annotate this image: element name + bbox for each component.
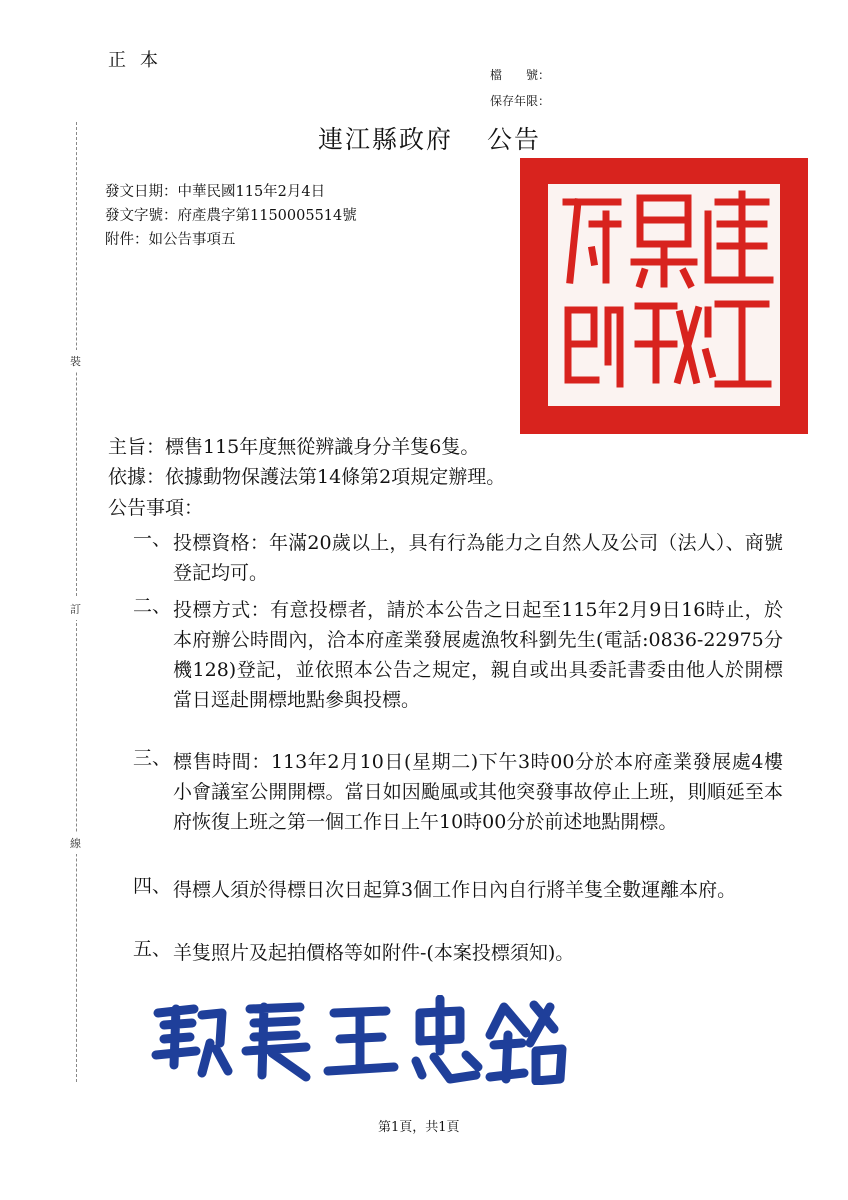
official-seal-inner: [548, 184, 780, 406]
basis-line: 依據：依據動物保護法第14條第2項規定辦理。: [108, 466, 506, 488]
binding-mark-bottom: 線: [70, 832, 81, 854]
magistrate-signature: [150, 995, 570, 1085]
notice-items-label: 公告事項：: [108, 497, 204, 519]
notice-item-text: 羊隻照片及起拍價格等如附件-(本案投標須知)。: [173, 942, 575, 964]
page-footer: 第1頁，共1頁: [378, 1120, 460, 1135]
copy-mark: 正本: [108, 50, 172, 71]
notice-item-text: 投標資格：年滿20歲以上，具有行為能力之自然人及公司（法人）、商號登記均可。: [173, 532, 783, 584]
agency-name: 連江縣政府: [318, 125, 454, 154]
issue-date: 發文日期：中華民國115年2月4日: [105, 184, 326, 200]
retention-period-label: 保存年限：: [490, 94, 551, 108]
document-title: [318, 120, 541, 156]
subject-line: 主旨：標售115年度無從辨識身分羊隻6隻。: [108, 436, 480, 458]
notice-item-number: 四、: [133, 875, 172, 897]
file-number-label: 檔 號：: [490, 68, 551, 82]
notice-item-text: 投標方式：有意投標者，請於本公告之日起至115年2月9日16時止，於本府辦公時間內，洽本府產業發展處漁牧科劉先生(電話:0836-22975分機128)登記，並依照本公告之規定，親自或出具委託書委由他人於開標當日逕赴開標地點參與投標。: [173, 599, 783, 711]
signature-strokes: [150, 995, 570, 1085]
notice-item-number: 二、: [133, 595, 172, 617]
seal-glyphs: [548, 184, 780, 406]
notice-item-number: 一、: [133, 528, 172, 550]
document-type: 公告: [487, 125, 542, 154]
notice-item-number: 五、: [133, 938, 172, 960]
notice-item-number: 三、: [133, 747, 172, 769]
reference-number: 發文字號：府產農字第1150005514號: [105, 208, 357, 224]
binding-mark-middle: 訂: [70, 598, 81, 620]
binding-mark-top: 裝: [70, 350, 81, 372]
notice-item-text: 標售時間：113年2月10日(星期二)下午3時00分於本府產業發展處4樓小會議室公開開標。當日如因颱風或其他突發事故停止上班，則順延至本府恢復上班之第一個工作日上午10時00分於前述地點開標。: [173, 751, 783, 833]
attachment-note: 附件：如公告事項五: [105, 232, 236, 248]
notice-item-text: 得標人須於得標日次日起算3個工作日內自行將羊隻全數運離本府。: [173, 879, 737, 901]
